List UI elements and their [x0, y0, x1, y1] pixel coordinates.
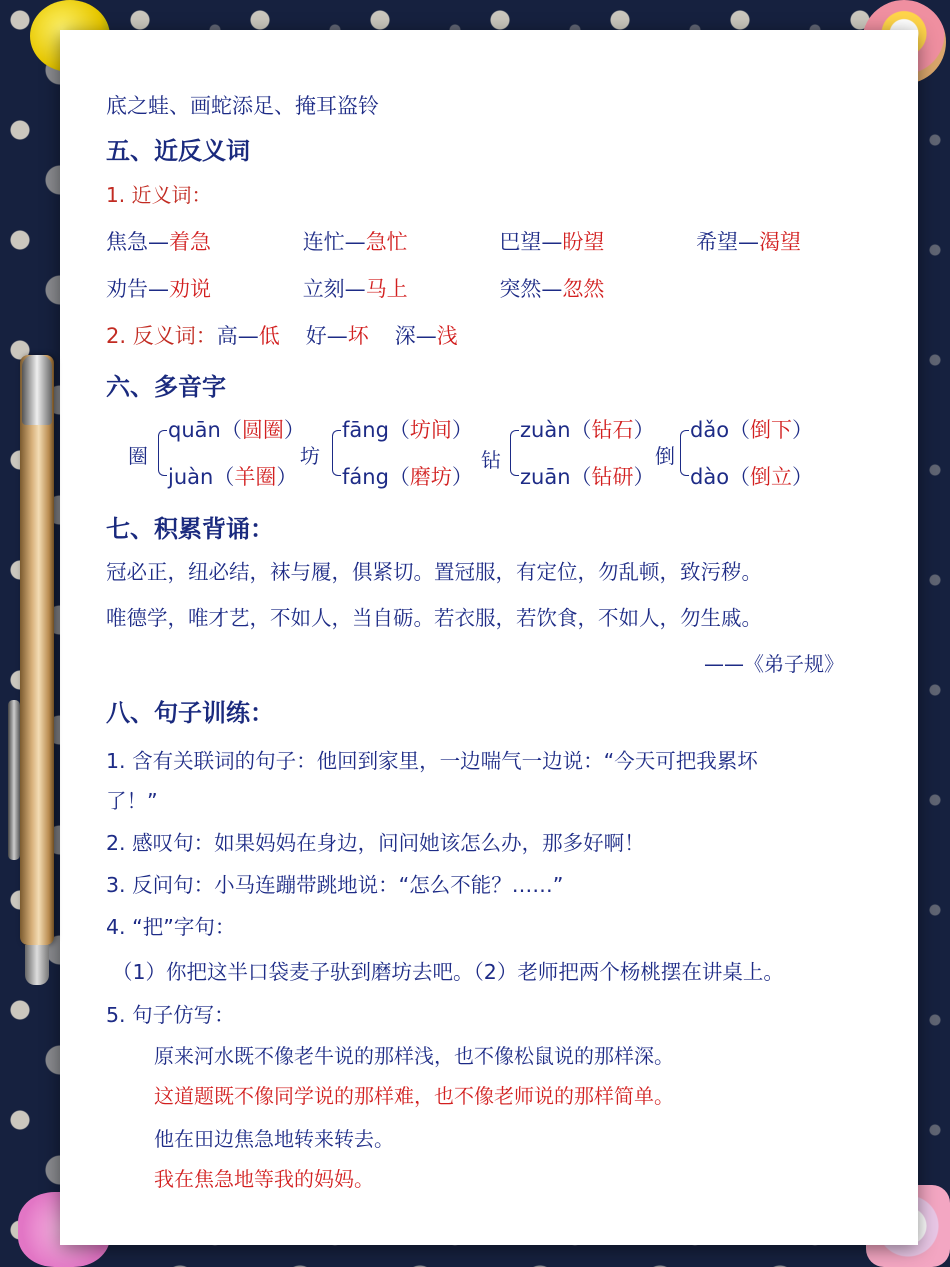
antonym-row [106, 320, 484, 350]
sentence-item-3: 3. 反问句：小马连蹦带跳地说：“怎么不能？……” [106, 873, 564, 897]
polyphone-char: 圈 [128, 444, 148, 468]
sentence-item-2: 2. 感叹句：如果妈妈在身边，问问她该怎么办，那多好啊！ [106, 831, 645, 855]
imitation-example-1: 原来河水既不像老牛说的那样浅，也不像松鼠说的那样深。 [154, 1044, 674, 1068]
polyphone-reading: quān（圆圈） [168, 418, 305, 442]
synonym-pair: 巴望—盼望 [499, 230, 605, 254]
sentence-item-4-detail: （1）你把这半口袋麦子驮到磨坊去吧。（2）老师把两个杨桃摆在讲桌上。 [112, 960, 784, 984]
sentence-item-1: 1. 含有关联词的句子：他回到家里，一边喘气一边说：“今天可把我累坏 [106, 749, 758, 773]
idiom-line: 底之蛙、画蛇添足、掩耳盗铃 [106, 94, 379, 118]
brace-icon [158, 430, 167, 476]
section-5-title: 五、近反义词 [106, 137, 250, 165]
antonym-label: 2. 反义词： [106, 324, 217, 348]
synonym-label: 1. 近义词： [106, 183, 212, 207]
pen-cap [22, 355, 52, 425]
polyphone-reading: juàn（羊圈） [168, 465, 298, 489]
pen [20, 355, 54, 945]
section-7-title: 七、积累背诵： [106, 515, 274, 543]
brace-icon [680, 430, 689, 476]
section-6-title: 六、多音字 [106, 373, 226, 401]
polyphone-char: 坊 [300, 444, 320, 468]
sentence-item-5: 5. 句子仿写： [106, 1003, 235, 1027]
pen-tip [25, 945, 49, 985]
polyphone-reading: dǎo（倒下） [690, 418, 814, 442]
polyphone-reading: zuàn（钻石） [520, 418, 655, 442]
sentence-item-4: 4. “把”字句： [106, 915, 236, 939]
synonym-row-2 [106, 273, 689, 303]
brace-icon [510, 430, 519, 476]
synonym-pair: 劝告—劝说 [106, 277, 211, 301]
synonym-row-1 [106, 226, 886, 256]
polyphone-reading: dào（倒立） [690, 465, 814, 489]
recitation-line-1: 冠必正，纽必结，袜与履，俱紧切。置冠服，有定位，勿乱顿，致污秽。 [106, 560, 762, 584]
sentence-item-1-cont: 了！” [106, 789, 158, 813]
antonym-pair: 高—低 [216, 324, 280, 348]
synonym-pair: 立刻—马上 [302, 277, 408, 301]
synonym-pair: 焦急—着急 [106, 230, 211, 254]
antonym-pair: 深—浅 [394, 324, 458, 348]
antonym-pair: 好—坏 [305, 324, 369, 348]
polyphone-reading: fáng（磨坊） [342, 465, 473, 489]
synonym-pair: 突然—忽然 [499, 277, 605, 301]
polyphone-char: 钻 [481, 448, 501, 472]
imitation-answer-1: 这道题既不像同学说的那样难，也不像老师说的那样简单。 [154, 1084, 674, 1108]
polyphone-reading: zuān（钻研） [520, 465, 655, 489]
recitation-line-2: 唯德学，唯才艺，不如人，当自砺。若衣服，若饮食，不如人，勿生戚。 [106, 606, 762, 630]
section-8-title: 八、句子训练： [106, 699, 274, 727]
polyphone-char: 倒 [655, 444, 675, 468]
imitation-answer-2: 我在焦急地等我的妈妈。 [154, 1167, 374, 1191]
imitation-example-2: 他在田边焦急地转来转去。 [154, 1127, 394, 1151]
recitation-source: ——《弟子规》 [704, 652, 844, 676]
synonym-pair: 希望—渴望 [696, 230, 802, 254]
polyphone-reading: fāng（坊间） [342, 418, 473, 442]
pen-clip [8, 700, 20, 860]
brace-icon [332, 430, 341, 476]
synonym-pair: 连忙—急忙 [302, 230, 408, 254]
